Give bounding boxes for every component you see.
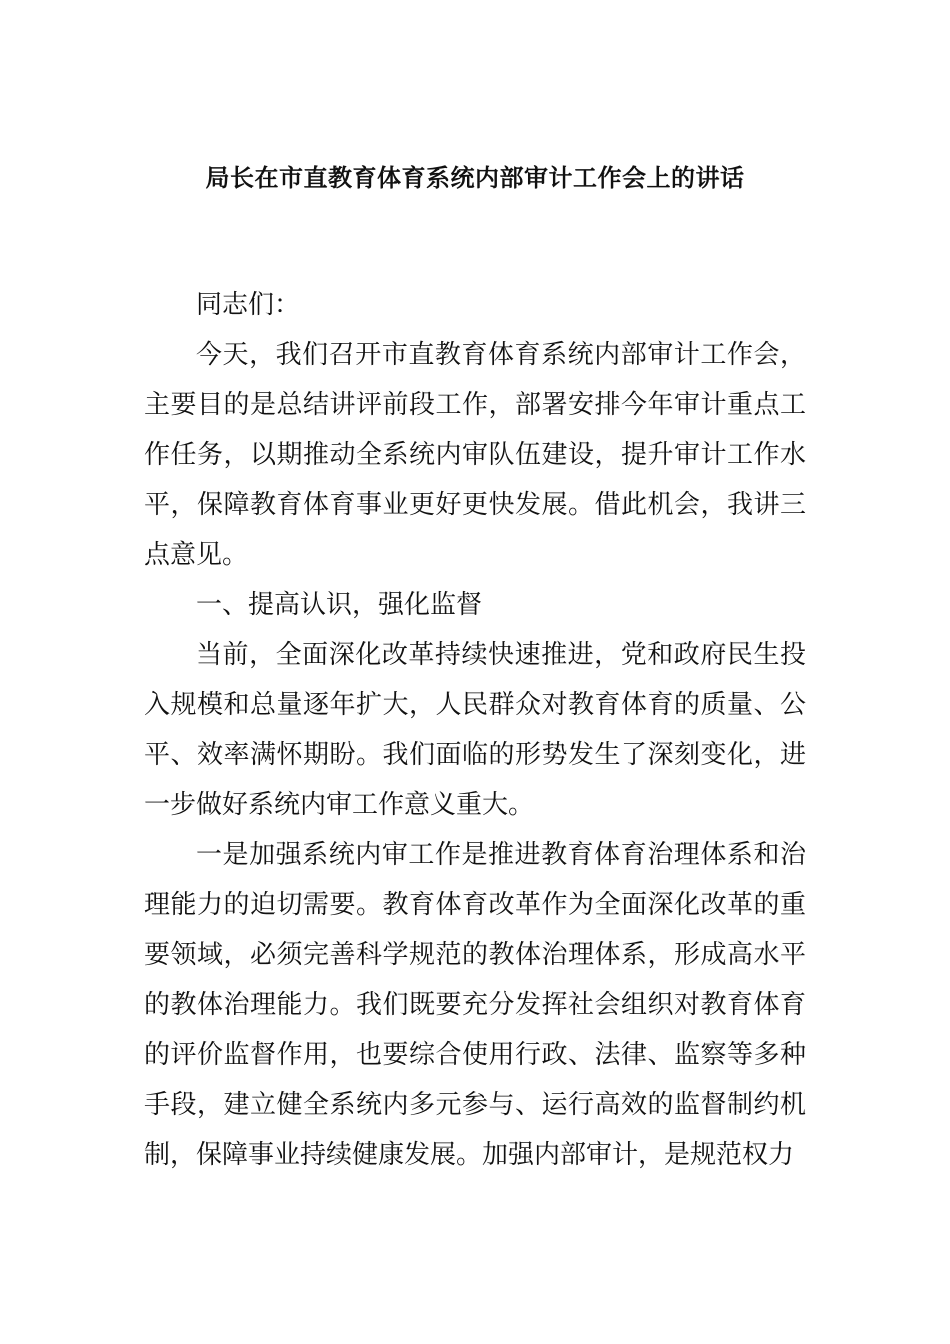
document-body xyxy=(144,280,806,1180)
paragraph-situation: 当前，全面深化改革持续快速推进，党和政府民生投入规模和总量逐年扩大，人民群众对教育体育的质量、公平、效率满怀期盼。我们面临的形势发生了深刻变化，进一步做好系统内审工作意义重大。 xyxy=(144,640,806,820)
paragraph-point-1: 一是加强系统内审工作是推进教育体育治理体系和治理能力的迫切需要。教育体育改革作为全面深化改革的重要领域，必须完善科学规范的教体治理体系，形成高水平的教体治理能力。我们既要充分发挥社会组织对教育体育的评价监督作用，也要综合使用行政、法律、监察等多种手段，建立健全系统内多元参与、运行高效的监督制约机制，保障事业持续健康发展。加强内部审计，是规范权力 xyxy=(144,840,806,1170)
paragraph-intro: 今天，我们召开市直教育体育系统内部审计工作会，主要目的是总结讲评前段工作，部署安排今年审计重点工作任务，以期推动全系统内审队伍建设，提升审计工作水平，保障教育体育事业更好更快发展。借此机会，我讲三点意见。 xyxy=(144,340,806,570)
document-title: 局长在市直教育体育系统内部审计工作会上的讲话 xyxy=(205,164,745,192)
section-heading-1: 一、提高认识，强化监督 xyxy=(196,590,483,620)
salutation: 同志们： xyxy=(196,290,301,320)
